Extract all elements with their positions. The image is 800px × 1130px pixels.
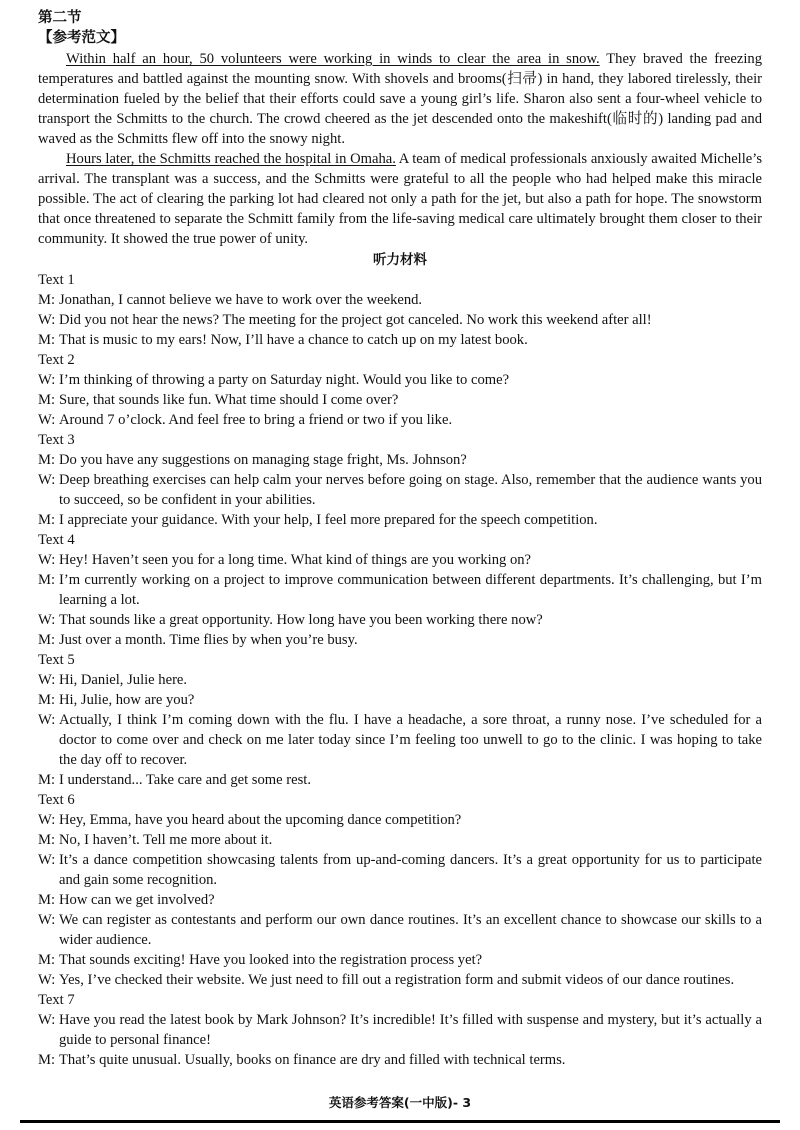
speaker-label: W: [38,412,56,428]
text-label: Text 6 [38,792,75,808]
document-page [38,8,762,1070]
utterance-text: No, I haven’t. Tell me more about it. [59,832,273,848]
dialogue-line [38,510,762,530]
utterance-text: Around 7 o’clock. And feel free to bring a friend or two if you like. [59,412,453,428]
speaker-label: M: [38,292,56,308]
speaker-label: W: [38,972,56,988]
essay-paragraph-2 [38,149,762,249]
text-label: Text 2 [38,352,75,368]
speaker-label: M: [38,632,56,648]
dialogue-line [38,470,762,510]
dialogue-line [38,910,762,950]
essay-p1-body: They braved the freezing temperatures and battled against the mounting snow. With shovels and brooms(扫帚) in hand, they labored tirelessly, their determination fueled by the belief that their efforts could save a young girl’s life. Sharon also sent a four-wheel vehicle to transport the Schmitts to the church. The crowd cheered as the jet descended onto the makeshift(临时的) landing pad and waved as the Schmitts flew off into the snowy night. [38,51,762,147]
dialogue-line [38,570,762,610]
dialogue-line [38,330,762,350]
utterance-text: I’m currently working on a project to improve communication between different departments. It’s challenging, but I’m learning a lot. [59,572,762,608]
utterance-text: I appreciate your guidance. With your help, I feel more prepared for the speech competition. [59,512,598,528]
speaker-label: W: [38,612,56,628]
dialogue-line [38,810,762,830]
dialogue-line [38,850,762,890]
speaker-label: M: [38,572,56,588]
listening-title: 听力材料 [373,252,427,268]
text-label: Text 4 [38,532,75,548]
footer-rule [20,1120,780,1123]
dialogue-line [38,610,762,630]
dialogue-line [38,890,762,910]
speaker-label: W: [38,1012,56,1028]
speaker-label: W: [38,672,56,688]
dialogue-line [38,370,762,390]
speaker-label: M: [38,392,56,408]
utterance-text: Hi, Daniel, Julie here. [59,672,188,688]
utterance-text: How can we get involved? [59,892,215,908]
essay-p1-topic-sentence: Within half an hour, 50 volunteers were working in winds to clear the area in snow. [66,51,600,67]
essay-p2-topic-sentence: Hours later, the Schmitts reached the hospital in Omaha. [66,151,396,167]
utterance-text: We can register as contestants and perform our own dance routines. It’s an excellent chance to showcase our skills to a wider audience. [59,912,762,948]
speaker-label: M: [38,772,56,788]
utterance-text: Just over a month. Time flies by when you’re busy. [59,632,358,648]
utterance-text: It’s a dance competition showcasing talents from up-and-coming dancers. It’s a great opportunity for us to participate and gain some recognition. [59,852,762,888]
speaker-label: M: [38,332,56,348]
speaker-label: W: [38,812,56,828]
dialogue-line [38,690,762,710]
utterance-text: That sounds like a great opportunity. How long have you been working there now? [59,612,543,628]
speaker-label: M: [38,1052,56,1068]
utterance-text: Sure, that sounds like fun. What time should I come over? [59,392,399,408]
speaker-label: M: [38,512,56,528]
speaker-label: M: [38,452,56,468]
dialogue-line [38,710,762,770]
utterance-text: That sounds exciting! Have you looked into the registration process yet? [59,952,483,968]
utterance-text: Hey! Haven’t seen you for a long time. What kind of things are you working on? [59,552,532,568]
speaker-label: W: [38,852,56,868]
listening-transcripts [38,270,762,1070]
utterance-text: Actually, I think I’m coming down with the flu. I have a headache, a sore throat, a runny nose. I’ve scheduled for a doctor to come over and check on me later today since I’m feeling too unwell to go to the clinic. I was hoping to take the day off to recover. [59,712,762,768]
utterance-text: Hey, Emma, have you heard about the upcoming dance competition? [59,812,462,828]
utterance-text: Do you have any suggestions on managing stage fright, Ms. Johnson? [59,452,467,468]
utterance-text: Hi, Julie, how are you? [59,692,195,708]
utterance-text: That’s quite unusual. Usually, books on finance are dry and filled with technical terms. [59,1052,566,1068]
dialogue-line [38,670,762,690]
speaker-label: M: [38,832,56,848]
dialogue-line [38,770,762,790]
dialogue-line [38,970,762,990]
dialogue-line [38,390,762,410]
utterance-text: That is music to my ears! Now, I’ll have a chance to catch up on my latest book. [59,332,528,348]
utterance-text: Jonathan, I cannot believe we have to work over the weekend. [59,292,423,308]
text-label: Text 7 [38,992,75,1008]
dialogue-line [38,290,762,310]
utterance-text: Have you read the latest book by Mark Johnson? It’s incredible! It’s filled with suspense and mystery, but it’s actually a guide to personal finance! [59,1012,762,1048]
dialogue-line [38,410,762,430]
page-footer: 英语参考答案(一中版)- 3 [328,1095,472,1110]
speaker-label: W: [38,912,56,928]
utterance-text: Did you not hear the news? The meeting for the project got canceled. No work this weekend after all! [59,312,652,328]
essay-p2-body: A team of medical professionals anxiously awaited Michelle’s arrival. The transplant was a success, and the Schmitts were grateful to all the people who had helped make this miracle possible. The act of clearing the parking lot had cleared not only a path for the jet, but also a path for hope. The snowstorm that once threatened to separate the Schmitt family from the life-saving medical care ultimately brought them closer to their community. It showed the true power of unity. [38,151,762,247]
dialogue-line [38,950,762,970]
essay-paragraph-1 [38,49,762,149]
utterance-text: Yes, I’ve checked their website. We just need to fill out a registration form and submit videos of our dance routines. [59,972,735,988]
dialogue-line [38,550,762,570]
speaker-label: W: [38,552,56,568]
speaker-label: W: [38,712,56,728]
text-label: Text 1 [38,272,75,288]
speaker-label: M: [38,692,56,708]
utterance-text: Deep breathing exercises can help calm your nerves before going on stage. Also, remember that the audience wants you to succeed, so be confident in your abilities. [59,472,762,508]
speaker-label: W: [38,472,56,488]
reference-title: 【参考范文】 [38,30,125,46]
dialogue-line [38,830,762,850]
dialogue-line [38,450,762,470]
dialogue-line [38,310,762,330]
utterance-text: I understand... Take care and get some rest. [59,772,311,788]
speaker-label: W: [38,312,56,328]
speaker-label: M: [38,892,56,908]
dialogue-line [38,1010,762,1050]
text-label: Text 5 [38,652,75,668]
speaker-label: W: [38,372,56,388]
utterance-text: I’m thinking of throwing a party on Saturday night. Would you like to come? [59,372,510,388]
speaker-label: M: [38,952,56,968]
text-label: Text 3 [38,432,75,448]
dialogue-line [38,1050,762,1070]
dialogue-line [38,630,762,650]
section-title: 第二节 [38,10,82,26]
